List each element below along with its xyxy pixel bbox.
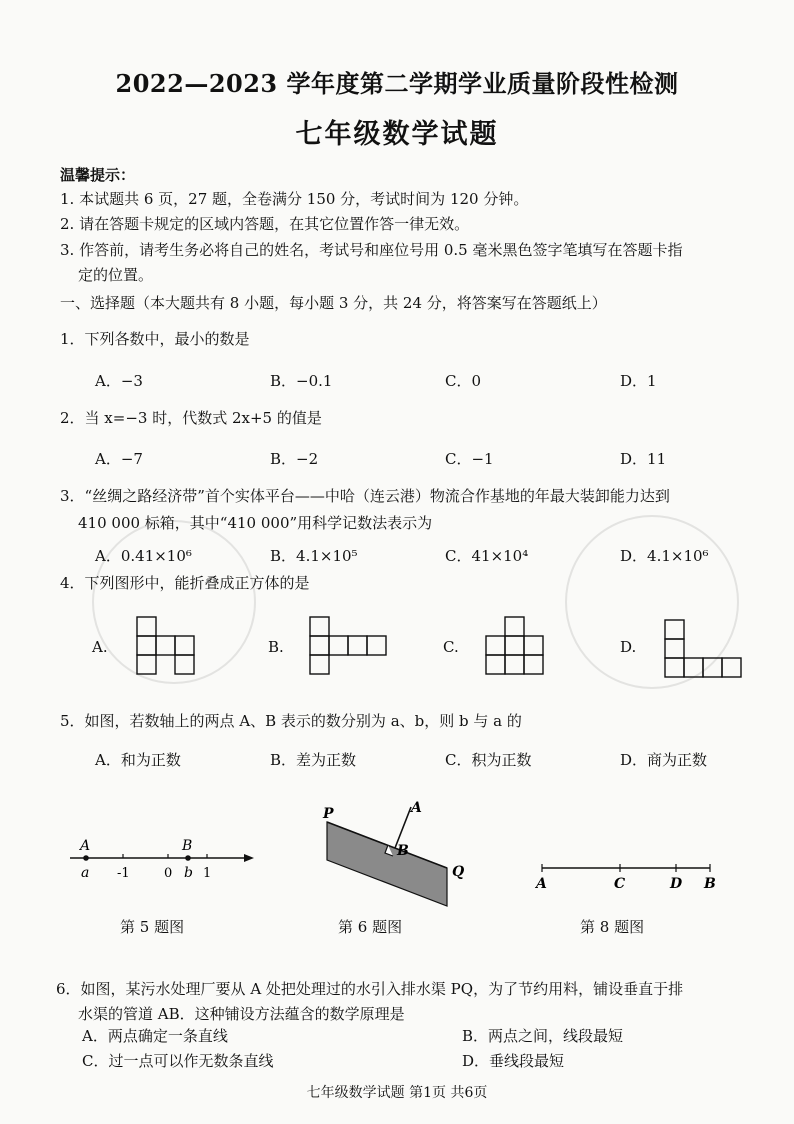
q6-option-b: B．两点之间，线段最短: [462, 1027, 624, 1045]
pipe-ab: [395, 807, 411, 848]
label-c: C: [614, 876, 626, 892]
figure-8-caption: 第 8 题图: [580, 918, 645, 936]
point-a-dot: [83, 855, 89, 861]
tips-heading: 温馨提示：: [60, 166, 136, 184]
page-footer: 七年级数学试题 第1页 共6页: [306, 1085, 488, 1101]
q3-option-b: B．4.1×10⁵: [270, 547, 358, 565]
exam-title: 2022—2023 学年度第二学期学业质量阶段性检测: [115, 69, 679, 98]
figure-5-caption: 第 5 题图: [120, 918, 185, 936]
q4-stem: 4．下列图形中，能折叠成正方体的是: [60, 574, 310, 592]
q3-stem-line1: 3．“丝绸之路经济带”首个实体平台——中哈（连云港）物流合作基地的年最大装卸能力达到: [60, 487, 670, 505]
label-q: Q: [452, 864, 465, 880]
q1-option-d: D．1: [620, 372, 657, 390]
point-b-label: B: [182, 838, 193, 854]
tip-item-1: 1. 本试题共 6 页，27 题，全卷满分 150 分，考试时间为 120 分钟。: [60, 190, 529, 208]
q3-option-c: C．41×10⁴: [445, 547, 529, 565]
q3-option-a: A．0.41×10⁶: [95, 547, 192, 565]
q2-option-b: B．−2: [270, 450, 319, 468]
q5-option-c: C．积为正数: [445, 751, 532, 769]
tip-item-2: 2. 请在答题卡规定的区域内答题，在其它位置作答一律无效。: [60, 215, 470, 233]
figure-6-caption: 第 6 题图: [338, 918, 403, 936]
q2-option-d: D．11: [620, 450, 667, 468]
q6-stem-line1: 6．如图，某污水处理厂要从 A 处把处理过的水引入排水渠 PQ，为了节约用料，铺设垂直于排: [56, 980, 684, 998]
tick-label-neg1: -1: [117, 866, 130, 881]
q1-option-b: B．−0.1: [270, 372, 333, 390]
label-a: A: [536, 876, 547, 892]
figure-6-channel: [315, 800, 475, 910]
label-b: B: [397, 843, 409, 859]
exam-subtitle: 七年级数学试题: [295, 119, 499, 150]
number-line-arrow: [244, 854, 254, 862]
cube-net-d: [665, 620, 741, 677]
q6-stem-line2: 水渠的管道 AB．这种铺设方法蕴含的数学原理是: [78, 1005, 405, 1023]
q6-option-a: A．两点确定一条直线: [82, 1027, 228, 1045]
q6-option-c: C．过一点可以作无数条直线: [82, 1052, 274, 1070]
value-a-label: a: [81, 865, 90, 881]
tip-item-3-cont: 定的位置。: [78, 266, 154, 284]
q4-label-c: C.: [443, 638, 459, 656]
cube-net-c: [486, 617, 543, 674]
value-b-label: b: [184, 865, 193, 881]
cube-net-b: [310, 617, 386, 674]
tip-item-3: 3. 作答前，请考生务必将自己的姓名，考试号和座位号用 0.5 毫米黑色签字笔填写在答题卡指: [60, 241, 683, 259]
q1-option-c: C．0: [445, 372, 482, 390]
figure-8-segment: [530, 850, 730, 895]
point-a-label: A: [80, 838, 91, 854]
label-b: B: [704, 876, 716, 892]
q4-label-b: B.: [268, 638, 284, 656]
q5-stem: 5．如图，若数轴上的两点 A、B 表示的数分别为 a、b，则 b 与 a 的: [60, 712, 522, 730]
label-p: P: [323, 806, 334, 822]
tick-label-0: 0: [164, 866, 173, 881]
point-b-dot: [185, 855, 191, 861]
q4-label-d: D.: [620, 638, 637, 656]
section1-heading: 一、选择题（本大题共有 8 小题，每小题 3 分，共 24 分，将答案写在答题纸上）: [60, 294, 607, 312]
q2-stem: 2．当 x=−3 时，代数式 2x+5 的值是: [60, 409, 322, 427]
q1-option-a: A．−3: [95, 372, 143, 390]
q5-option-b: B．差为正数: [270, 751, 357, 769]
q1-stem: 1．下列各数中，最小的数是: [60, 330, 250, 348]
q6-option-d: D．垂线段最短: [462, 1052, 565, 1070]
q5-option-d: D．商为正数: [620, 751, 708, 769]
channel-band: [327, 822, 447, 906]
q2-option-a: A．−7: [95, 450, 143, 468]
label-a: A: [411, 800, 422, 816]
cube-net-a: [137, 617, 194, 674]
q3-option-d: D．4.1×10⁶: [620, 547, 709, 565]
figure-5-number-line: [60, 830, 260, 890]
q3-stem-line2: 410 000 标箱，其中“410 000”用科学记数法表示为: [78, 514, 433, 532]
label-d: D: [670, 876, 683, 892]
q2-option-c: C．−1: [445, 450, 494, 468]
q4-label-a: A.: [92, 638, 108, 656]
q5-option-a: A．和为正数: [95, 751, 181, 769]
tick-label-1: 1: [203, 866, 212, 881]
